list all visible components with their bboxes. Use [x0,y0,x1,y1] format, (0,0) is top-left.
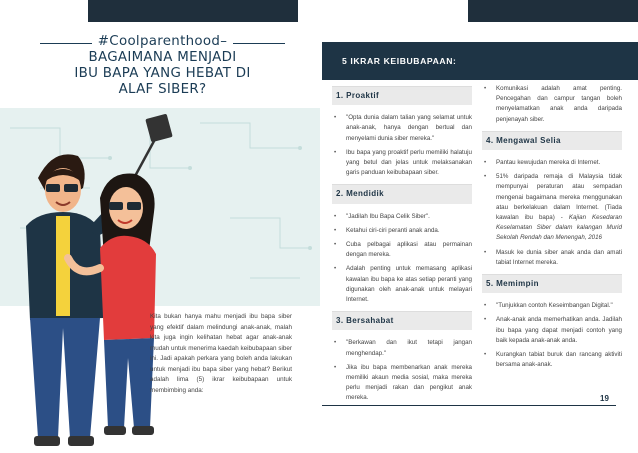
circuit-decoration-top [88,0,298,22]
column-left [332,80,472,408]
footer-rule [322,405,616,406]
list-item: • Kurangkan tabiat buruk dan rancang aktiviti bersama anak-anak. [496,350,622,370]
title-line-2: BAGAIMANA MENJADI [88,50,237,65]
list-item: • Cuba pelbagai aplikasi atau permainan dengan mereka. [346,240,472,260]
list-mengawal-selia [482,158,622,268]
circuit-decoration-right [468,0,638,22]
section-heading-proaktif: 1. Proaktif [332,86,472,105]
list-item: • Ketahui ciri-ciri peranti anak anda. [346,226,472,236]
section-heading-bersahabat: 3. Bersahabat [332,311,472,330]
list-item: • Ibu bapa yang proaktif perlu memiliki halatuju yang betul dan jelas untuk melaksanakan garis panduan keibubapaan siber. [346,148,472,179]
list-item: • "Jadilah Ibu Bapa Celik Siber". [346,212,472,222]
title-line-4: ALAF SIBER? [118,82,207,97]
section-banner [322,42,638,80]
intro-paragraph: Kita bukan hanya mahu menjadi ibu bapa siber yang efektif dalam melindungi anak-anak, malah kita juga ingin kelihatan hebat agar anak-anak mudah untuk menerima kaedah keibubapaan siber ini. Jadi apakah perkara yang boleh anda lakukan untuk menjadi ibu bapa siber yang hebat? Berikut adalah lima (5) ikrar keibubapaan untuk membimbing anda: [150,313,292,394]
list-memimpin [482,301,622,370]
list-item: • Pantau kewujudan mereka di Internet. [496,158,622,168]
list-proaktif [332,113,472,178]
column-right [482,80,622,374]
page-title [40,34,285,102]
couple-selfie-illustration [8,108,208,453]
list-item: • "Opta dunia dalam talian yang selamat untuk anak-anak, hanya dengan bertual dan menyelami dunia siber mereka." [346,113,472,144]
list-item: • Masuk ke dunia siber anak anda dan amati tabiat Internet mereka. [496,248,622,268]
list-item-text: 51% daripada remaja di Malaysia tidak mempunyai peraturan atau sempadan mengenai bagaimana mereka menggunakan atau berkelakuan dalam Internet. (Tiada kawalan ibu bapa) - [496,173,622,222]
list-item: • Adalah penting untuk memasang aplikasi kawalan ibu bapa ke atas setiap peranti yang digunakan oleh anak-anak untuk melayari Internet. [346,264,472,305]
list-item: • Anak-anak anda memerhatikan anda. Jadilah ibu bapa yang dapat menjadi contoh yang baik kepada anak-anak anda. [496,315,622,346]
list-item [496,172,622,243]
section-heading-memimpin: 5. Memimpin [482,274,622,293]
list-item: • Komunikasi adalah amat penting. Pencegahan dan campur tangan boleh menyelamatkan anak anda daripada penjenayah siber. [496,84,622,125]
list-bersahabat-continued [482,84,622,125]
section-heading-mendidik: 2. Mendidik [332,184,472,203]
survey-reference: Kajian Kesedaran Keselamatan Siber dalam kalangan Murid Sekolah Rendah dan Menengah, 2016 [496,214,622,242]
section-heading-mengawal-selia: 4. Mengawal Selia [482,131,622,150]
page-number: 19 [600,394,609,403]
banner-title: 5 IKRAR KEIBUBAPAAN: [342,56,457,66]
list-item: • "Tunjukkan contoh Keseimbangan Digital." [496,301,622,311]
list-mendidik [332,212,472,306]
title-line-1: #Coolparenthood– [92,34,233,49]
list-item: • "Berkawan dan ikut tetapi jangan menghendap." [346,338,472,358]
title-line-3: IBU BAPA YANG HEBAT DI [74,66,251,81]
list-bersahabat [332,338,472,403]
list-item: • Jika ibu bapa membenarkan anak mereka memiliki akaun media sosial, maka mereka perlu menjadi rakan dan pengikut anak mereka. [346,363,472,404]
